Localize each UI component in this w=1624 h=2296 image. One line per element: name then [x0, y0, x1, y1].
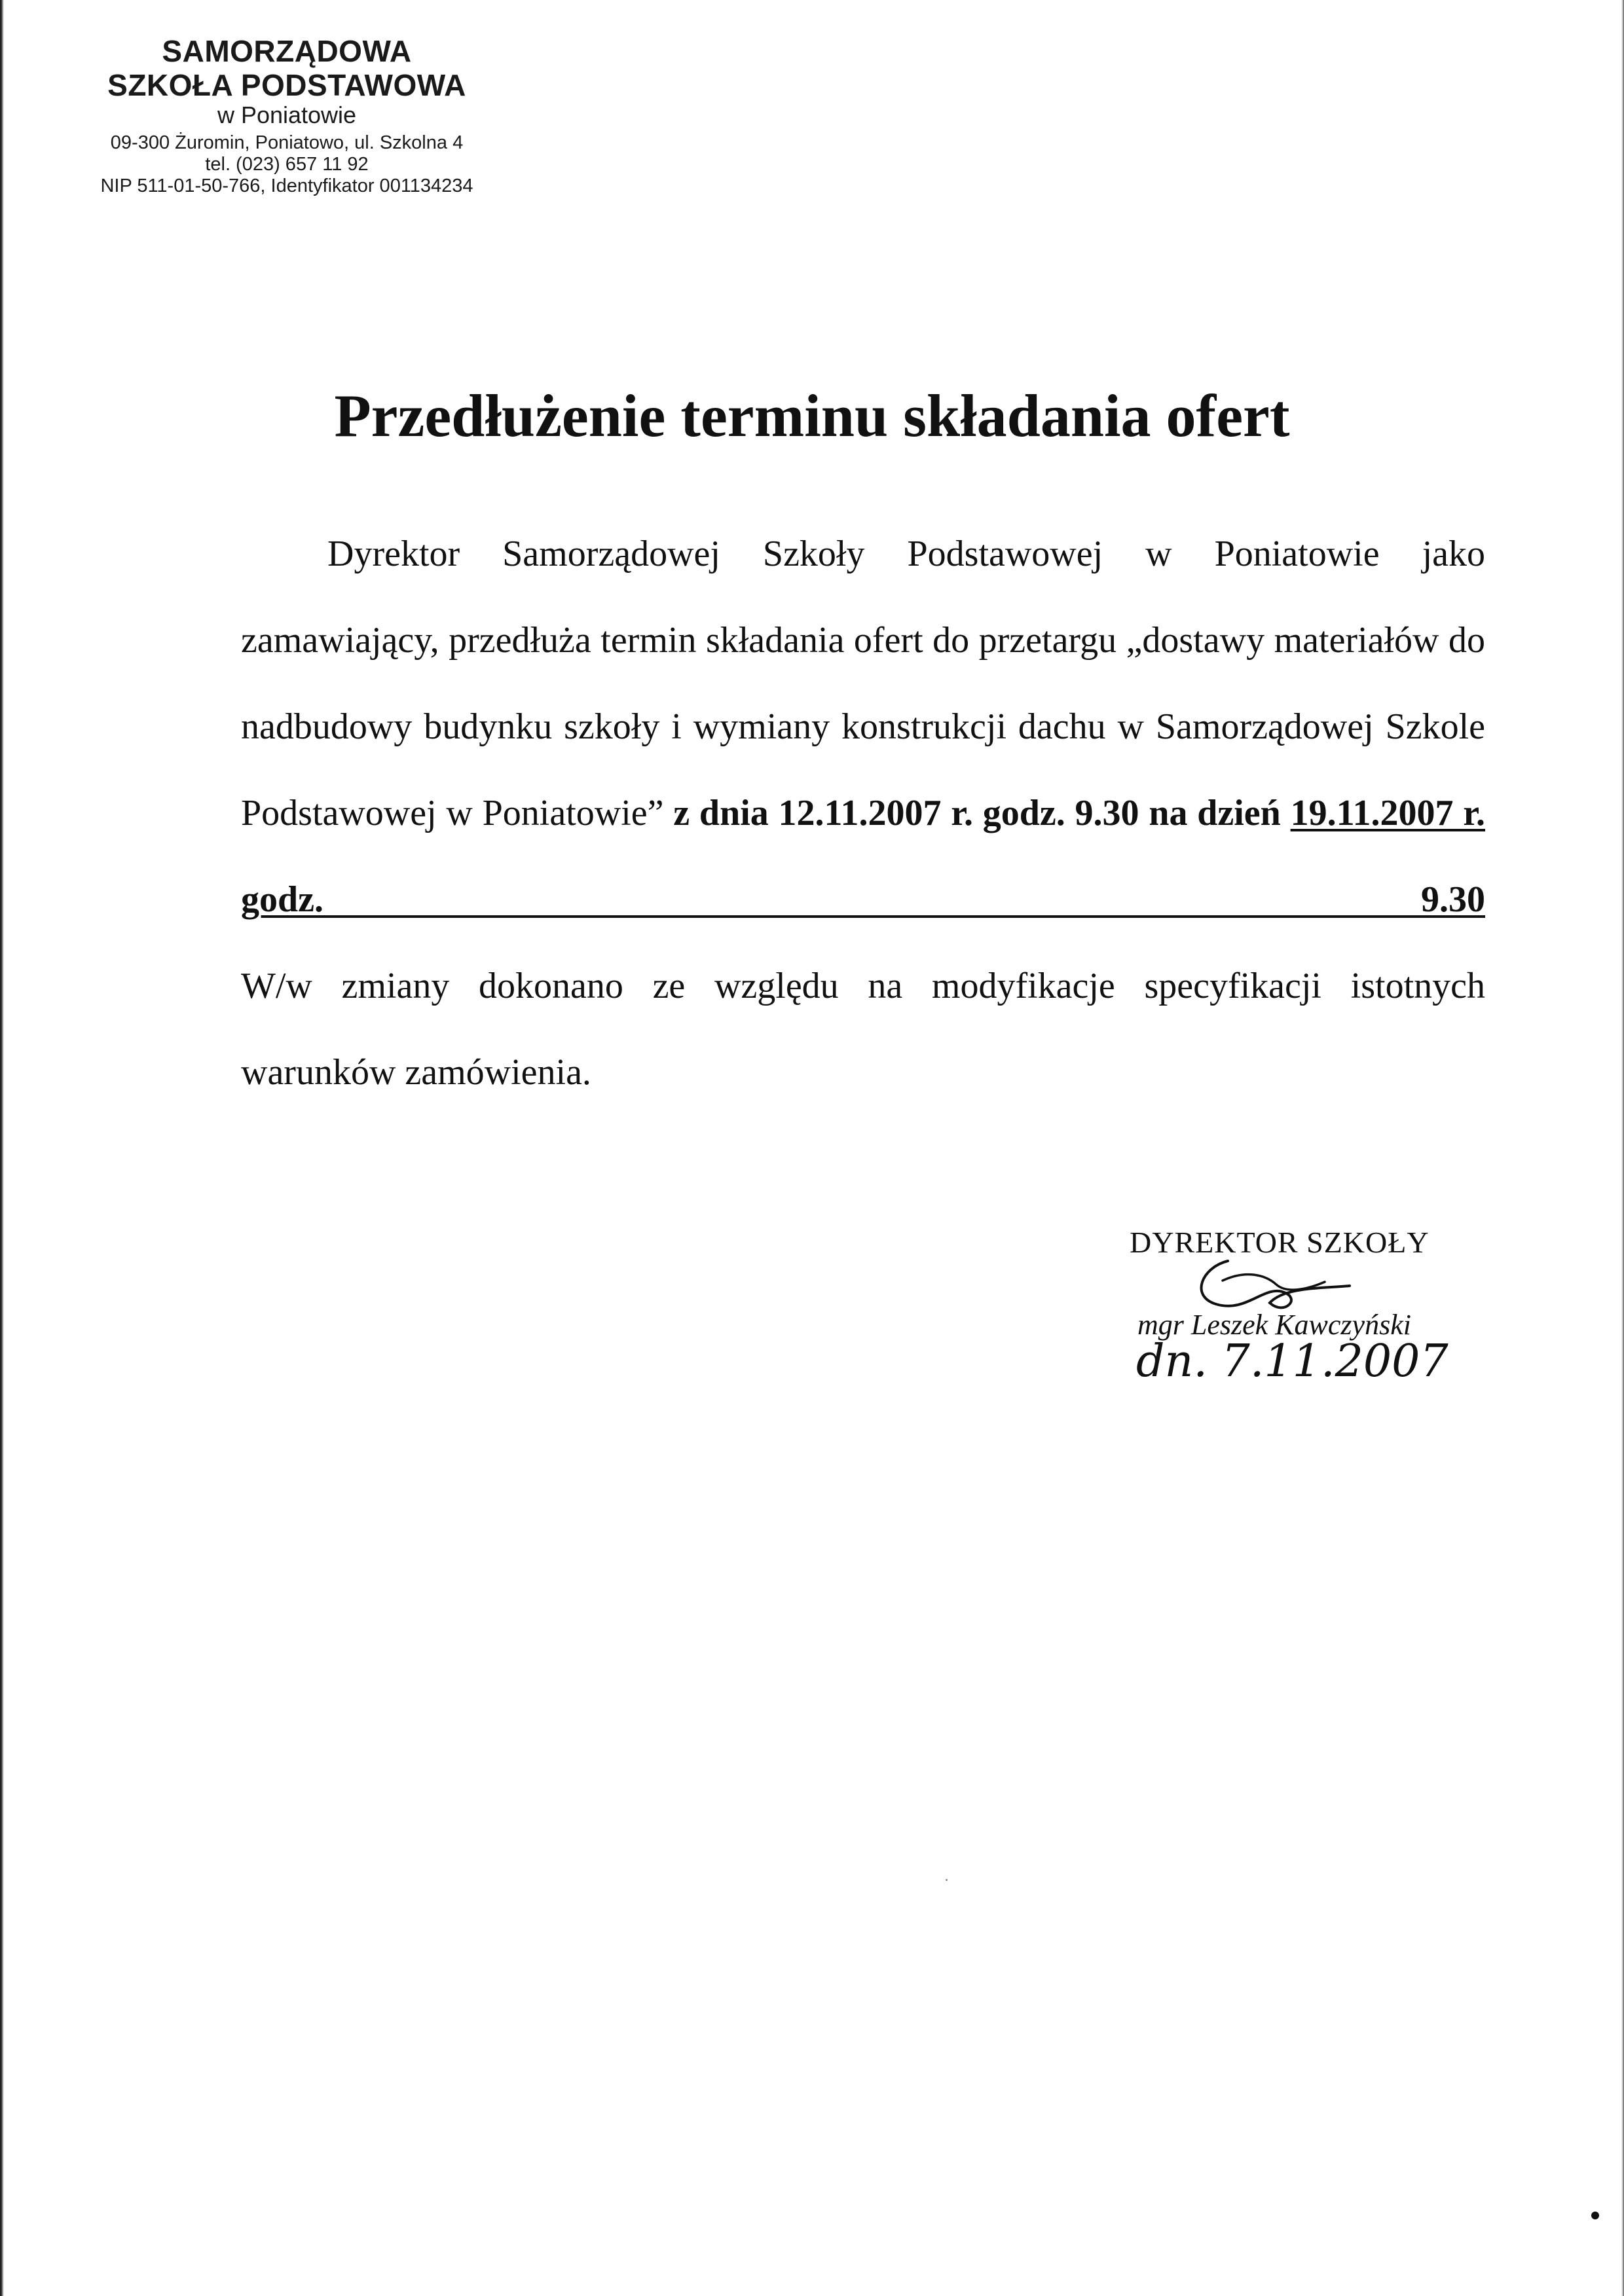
- stamp-address: 09-300 Żuromin, Poniatowo, ul. Szkolna 4: [110, 132, 464, 153]
- stamp-line-3: w Poniatowie: [217, 101, 357, 128]
- paragraph-1-text: Dyrektor Samorządowej Szkoły Podstawowej w Poniatowie jako zamawiający, przedłuża termin składania ofert do przetargu „dostawy materiałów do nadbudowy budynku szkoły i wymiany konstrukcji dachu w Samorządowej Szkole Podstawowej w Poniatowie”: [241, 534, 1485, 833]
- signature-title: DYREKTOR SZKOŁY: [1130, 1226, 1430, 1259]
- paragraph-1-bold-dates: z dnia 12.11.2007 r. godz. 9.30 na dzień: [673, 793, 1291, 833]
- letter-body: [241, 511, 1485, 1116]
- paragraph-2-line-1: W/w zmiany dokonano ze względu na modyfikacje specyfikacji istotnych: [241, 966, 1485, 1006]
- paragraph-2-line-2: warunków zamówienia.: [241, 1052, 591, 1093]
- signature-name: mgr Leszek Kawczyński: [1137, 1309, 1411, 1341]
- scan-speck: [946, 1879, 948, 1881]
- document-title: Przedłużenie terminu składania ofert: [334, 382, 1290, 449]
- stamp-phone: tel. (023) 657 11 92: [205, 154, 369, 175]
- stamp-line-1: SAMORZĄDOWA: [162, 34, 412, 68]
- paragraph-2: [241, 943, 1485, 1116]
- signature-block: [1130, 1224, 1522, 1434]
- scan-edge-left: [0, 0, 4, 2296]
- school-stamp: [58, 34, 516, 197]
- scan-edge-right: [1621, 0, 1624, 2296]
- handwritten-date: dn. 7.11.2007: [1136, 1336, 1449, 1387]
- new-deadline: 19.11.2007 r. godz. 9.30: [241, 793, 1486, 920]
- paragraph-1: [241, 511, 1485, 943]
- stamp-nip: NIP 511-01-50-766, Identyfikator 001134234: [100, 175, 473, 196]
- handwritten-signature: [1130, 1224, 1522, 1434]
- scan-dot: [1591, 2212, 1599, 2219]
- stamp-line-2: SZKOŁA PODSTAWOWA: [107, 68, 466, 102]
